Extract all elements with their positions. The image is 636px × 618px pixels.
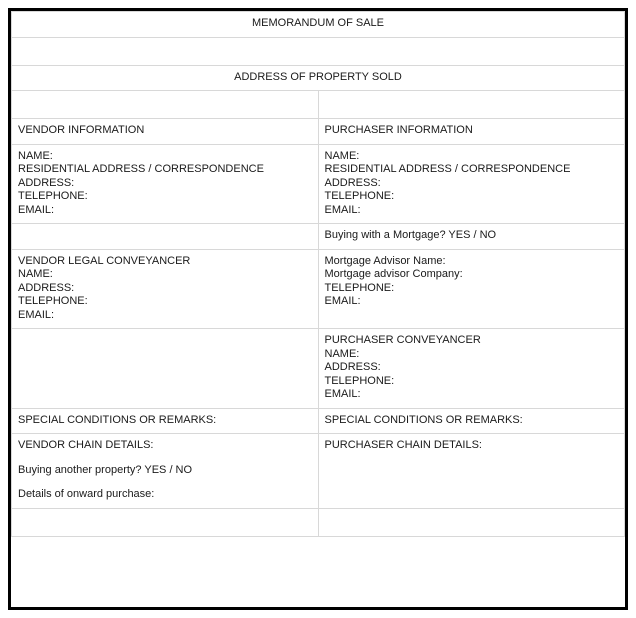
vendor-contact-cell xyxy=(12,144,319,224)
vendor-conveyancer-line-2: NAME: xyxy=(18,268,53,280)
purchaser-conveyancer-line-5: EMAIL: xyxy=(324,388,361,400)
purchaser-conveyancer-line-2: NAME: xyxy=(324,347,360,360)
purchaser-conveyancer-line-4: TELEPHONE: xyxy=(324,374,395,387)
purchaser-contact-line-4: TELEPHONE: xyxy=(324,190,395,202)
subtitle-spacer-cell-left xyxy=(12,91,319,119)
purchaser-contact-cell xyxy=(318,144,625,224)
title-row xyxy=(12,12,625,38)
vendor-contact-line-1: NAME: xyxy=(18,149,53,162)
footer-spacer-row xyxy=(12,508,625,536)
section-heading-row xyxy=(12,119,625,145)
vendor-contact-line-2: RESIDENTIAL ADDRESS / CORRESPONDENCE xyxy=(18,163,264,175)
purchaser-contact-line-1: NAME: xyxy=(324,149,360,162)
mortgage-advisor-line-2: Mortgage advisor Company: xyxy=(324,268,463,280)
purchaser-conveyancer-line-1: PURCHASER CONVEYANCER xyxy=(324,334,481,346)
purchaser-contact-line-2: RESIDENTIAL ADDRESS / CORRESPONDENCE xyxy=(324,163,571,175)
vendor-contact-line-4: TELEPHONE: xyxy=(18,190,88,202)
mortgage-advisor-line-1: Mortgage Advisor Name: xyxy=(324,254,446,267)
footer-spacer-cell-left xyxy=(12,508,319,536)
vendor-chain-details-cell xyxy=(12,434,319,509)
vendor-conveyancer-line-5: EMAIL: xyxy=(18,308,55,321)
chain-details-row xyxy=(12,434,625,509)
vendor-conveyancer-line-4: TELEPHONE: xyxy=(18,295,88,307)
vendor-contact-line-5: EMAIL: xyxy=(18,203,55,216)
subtitle-spacer-row xyxy=(12,91,625,119)
subtitle-spacer-cell-right xyxy=(318,91,625,119)
vendor-blank-cell-2 xyxy=(12,329,319,409)
purchaser-chain-details-cell: PURCHASER CHAIN DETAILS: xyxy=(318,434,625,509)
vendor-conveyancer-line-1: VENDOR LEGAL CONVEYANCER xyxy=(18,254,191,267)
mortgage-question-row xyxy=(12,224,625,250)
purchaser-conveyancer-line-3: ADDRESS: xyxy=(324,361,381,373)
title-spacer-cell xyxy=(12,37,625,65)
footer-spacer-cell-right xyxy=(318,508,625,536)
purchaser-mortgage-advisor-cell xyxy=(318,249,625,329)
conveyancer-advisor-row xyxy=(12,249,625,329)
vendor-information-heading: VENDOR INFORMATION xyxy=(12,119,319,145)
property-address-title: ADDRESS OF PROPERTY SOLD xyxy=(12,65,625,91)
purchaser-contact-line-3: ADDRESS: xyxy=(324,176,381,189)
vendor-conveyancer-line-3: ADDRESS: xyxy=(18,281,75,294)
document-title: MEMORANDUM OF SALE xyxy=(12,12,625,38)
purchaser-contact-line-5: EMAIL: xyxy=(324,203,361,216)
vendor-blank-cell-1 xyxy=(12,224,319,250)
vendor-chain-title: VENDOR CHAIN DETAILS: xyxy=(18,439,154,451)
subtitle-row xyxy=(12,65,625,91)
vendor-chain-question: Buying another property? YES / NO xyxy=(18,463,193,476)
purchaser-information-heading: PURCHASER INFORMATION xyxy=(318,119,625,145)
vendor-chain-onward-purchase: Details of onward purchase: xyxy=(18,488,155,500)
vendor-special-conditions-cell: SPECIAL CONDITIONS OR REMARKS: xyxy=(12,408,319,434)
purchaser-conveyancer-row xyxy=(12,329,625,409)
vendor-conveyancer-cell xyxy=(12,249,319,329)
mortgage-advisor-line-4: EMAIL: xyxy=(324,295,361,307)
purchaser-mortgage-question-cell: Buying with a Mortgage? YES / NO xyxy=(318,224,625,250)
purchaser-conveyancer-cell xyxy=(318,329,625,409)
memorandum-table xyxy=(11,11,625,537)
memorandum-of-sale-document xyxy=(8,8,628,610)
contact-details-row xyxy=(12,144,625,224)
mortgage-advisor-line-3: TELEPHONE: xyxy=(324,281,395,294)
title-spacer-row xyxy=(12,37,625,65)
special-conditions-row xyxy=(12,408,625,434)
vendor-contact-line-3: ADDRESS: xyxy=(18,176,75,189)
purchaser-special-conditions-cell: SPECIAL CONDITIONS OR REMARKS: xyxy=(318,408,625,434)
